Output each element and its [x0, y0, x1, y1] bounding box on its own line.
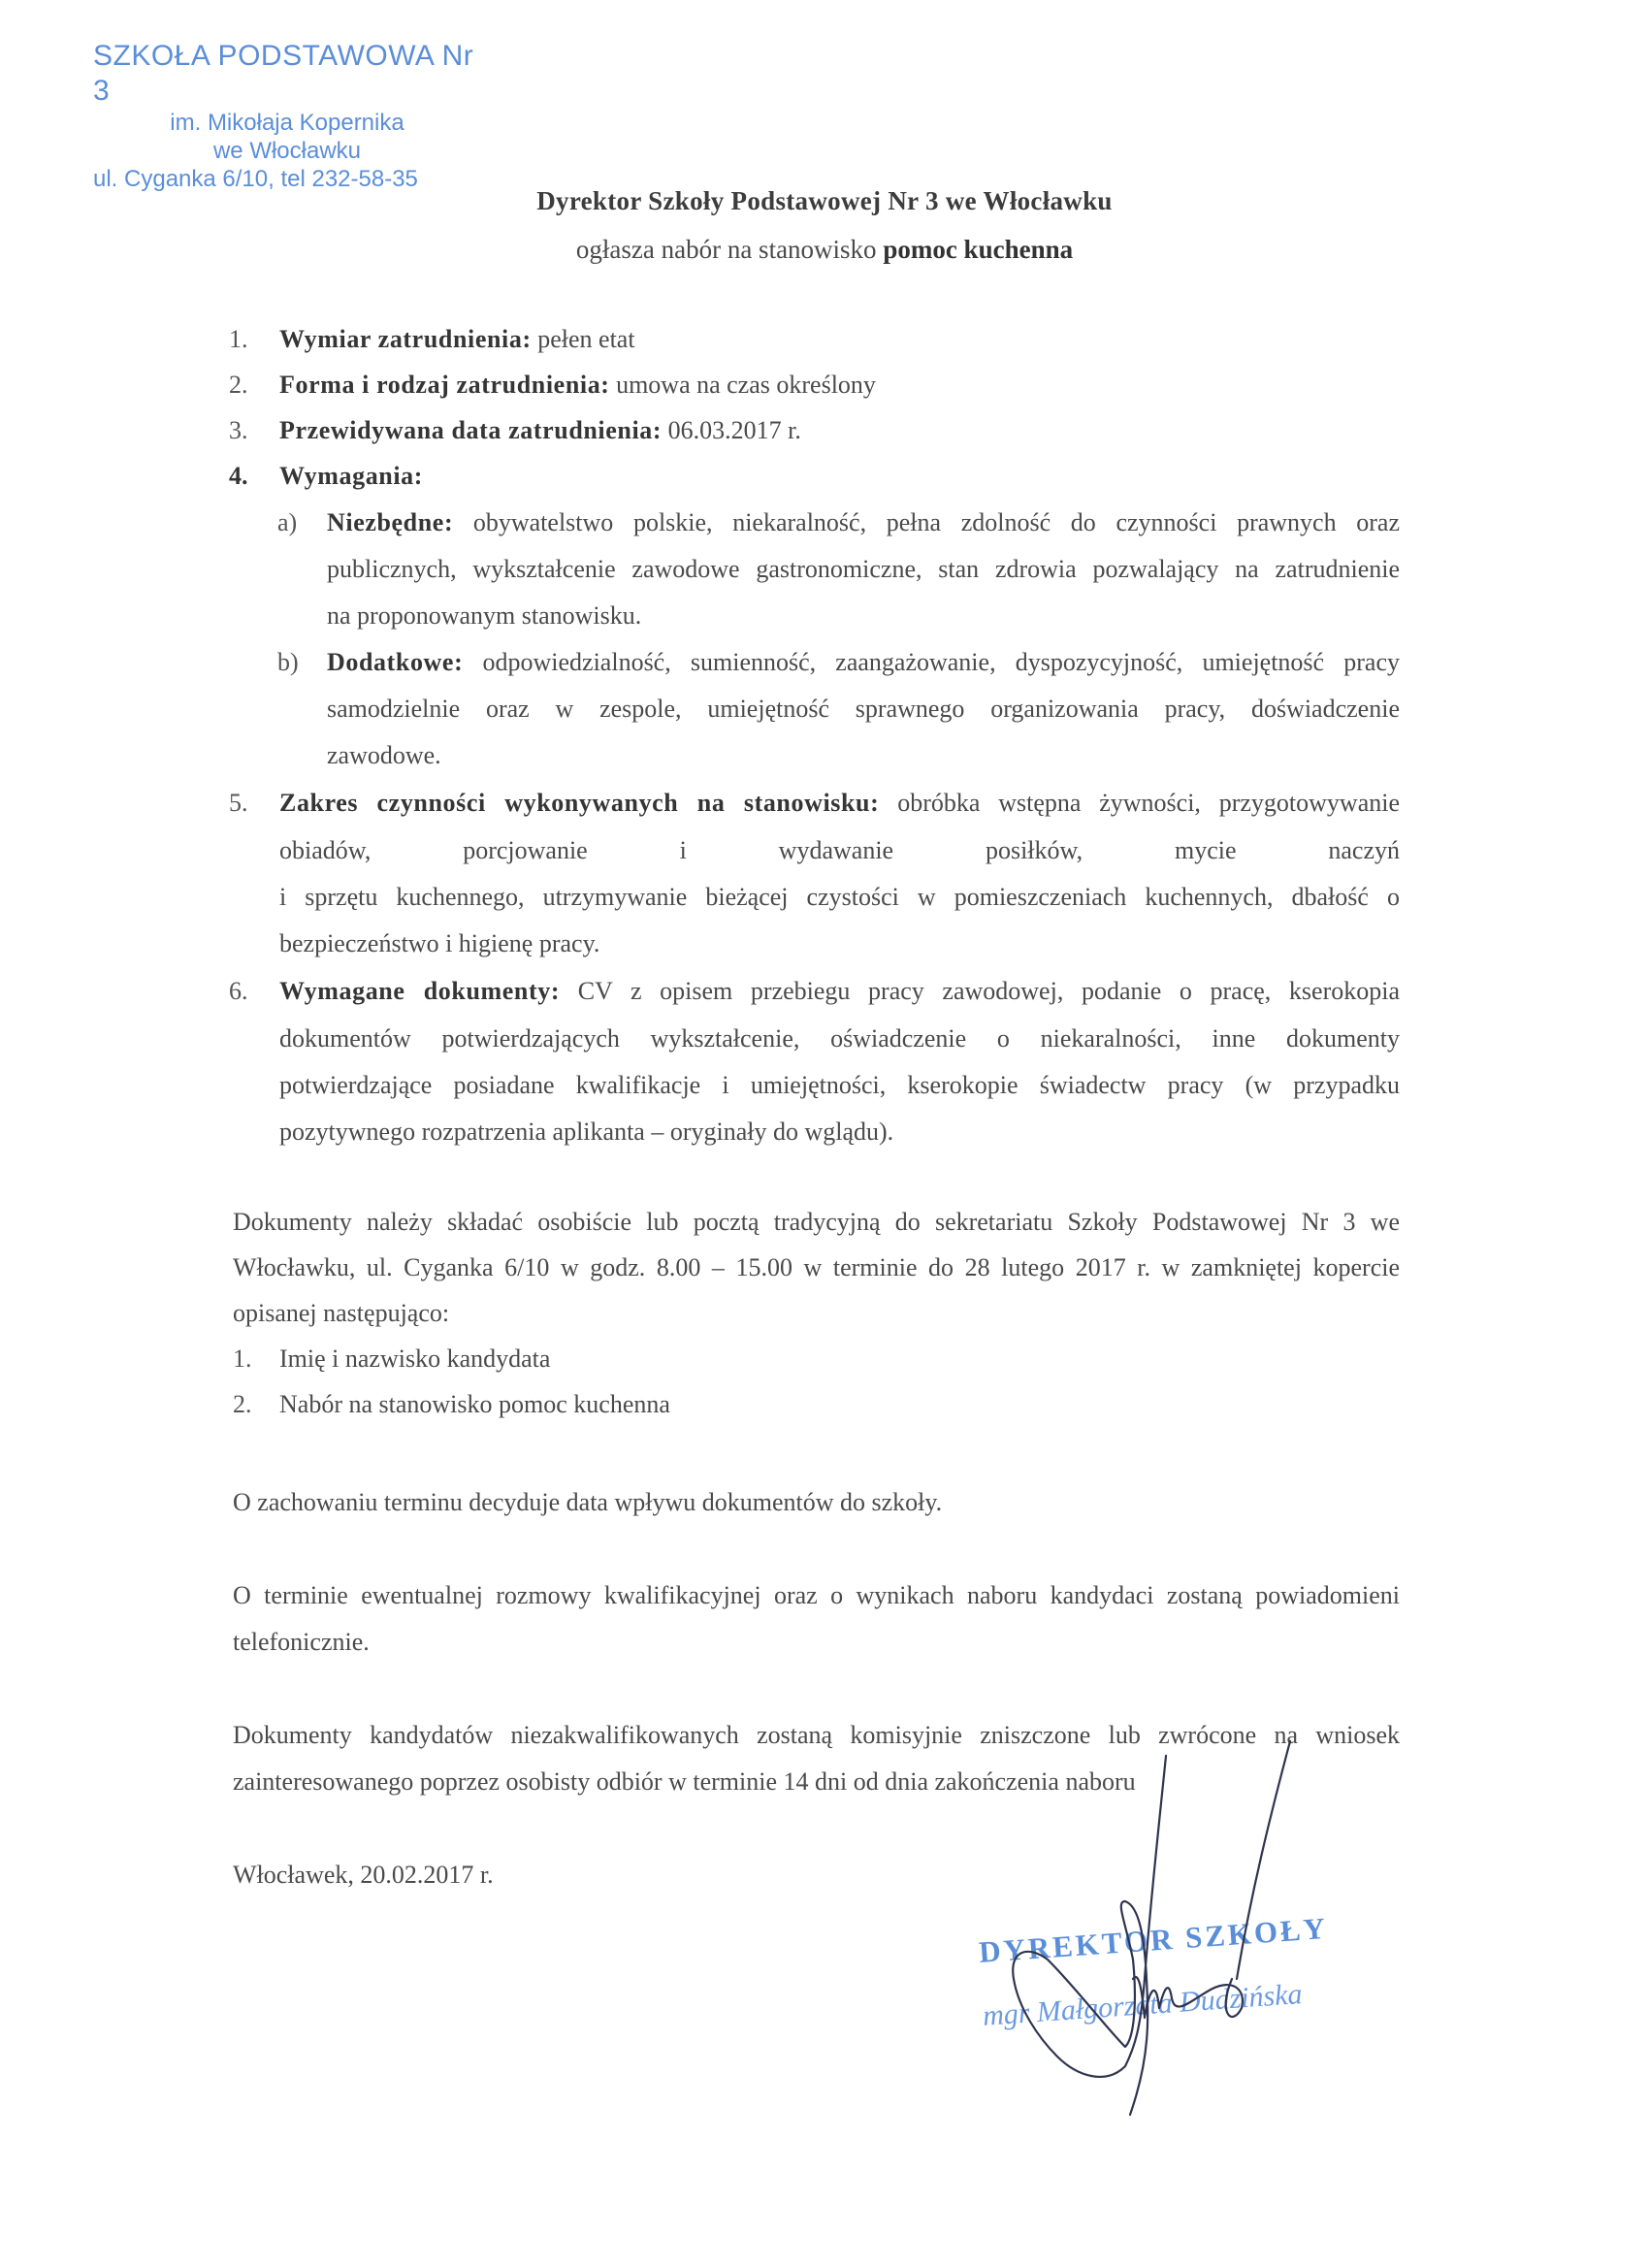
item-5-line-1	[279, 789, 1400, 818]
note-interview-line-1: O terminie ewentualnej rozmowy kwalifikacyjnej oraz o wynikach naboru kandydaci zostaną powiadomieni	[233, 1581, 1400, 1609]
item-3-label: Przewidywana data zatrudnienia:	[279, 416, 663, 444]
submission-line-3: opisanej następująco:	[233, 1299, 450, 1327]
item-5-text-1: obróbka wstępna żywności, przygotowywanie	[879, 789, 1401, 817]
item-1-number: 1.	[229, 325, 248, 353]
item-3-number: 3.	[229, 416, 248, 444]
item-2	[279, 371, 876, 400]
req-a-line-2: publicznych, wykształcenie zawodowe gastronomiczne, stan zdrowia pozwalający na zatrudnienie	[327, 555, 1400, 583]
item-6-line-1	[279, 977, 1400, 1006]
document-title: Dyrektor Szkoły Podstawowej Nr 3 we Włocławku	[536, 186, 1113, 215]
item-1-value: pełen etat	[531, 325, 635, 353]
req-a-label: Niezbędne:	[327, 508, 454, 536]
req-b-marker: b)	[277, 648, 299, 676]
envelope-item-2-number: 2.	[233, 1390, 252, 1418]
item-6-line-3: potwierdzające posiadane kwalifikacje i umiejętności, kserokopie świadectw pracy (w przypadku	[279, 1071, 1400, 1099]
req-b-line-2: samodzielnie oraz w zespole, umiejętność sprawnego organizowania pracy, doświadczenie	[327, 695, 1400, 723]
item-4-label: Wymagania:	[279, 462, 424, 490]
item-5-line-4: bezpieczeństwo i higienę pracy.	[279, 929, 600, 957]
place-date: Włocławek, 20.02.2017 r.	[233, 1861, 494, 1889]
item-6-line-2: dokumentów potwierdzających wykształcenie, oświadczenie o niekaralności, inne dokumenty	[279, 1024, 1400, 1053]
req-a-line-1	[327, 508, 1400, 537]
note-deadline: O zachowaniu terminu decyduje data wpływu dokumentów do szkoły.	[233, 1488, 943, 1516]
position-name: pomoc kuchenna	[883, 235, 1074, 264]
item-3	[279, 416, 801, 445]
req-b-label: Dodatkowe:	[327, 648, 464, 676]
item-4-number: 4.	[229, 462, 248, 490]
stamp-patron: im. Mikołaja Kopernika	[170, 110, 404, 136]
item-6-label: Wymagane dokumenty:	[279, 977, 561, 1005]
item-1	[279, 325, 635, 354]
school-header-stamp	[93, 39, 481, 194]
req-b-line-1	[327, 648, 1400, 677]
stamp-address: ul. Cyganka 6/10, tel 232-58-35	[93, 166, 418, 192]
item-2-value: umowa na czas określony	[609, 371, 876, 399]
item-5-line-2: obiadów, porcjowanie i wydawanie posiłków, mycie naczyń	[279, 836, 1400, 864]
document-subtitle	[0, 235, 1649, 265]
item-6-line-4: pozytywnego rozpatrzenia aplikanta – oryginały do wglądu).	[279, 1118, 894, 1146]
req-a-line-3: na proponowanym stanowisku.	[327, 601, 642, 630]
envelope-item-1-number: 1.	[233, 1345, 252, 1373]
item-3-value: 06.03.2017 r.	[662, 416, 801, 444]
signature-stamp-title: DYREKTOR SZKOŁY	[978, 1910, 1330, 1969]
submission-line-1: Dokumenty należy składać osobiście lub pocztą tradycyjną do sekretariatu Szkoły Podstawowej Nr 3 we	[233, 1208, 1400, 1236]
stamp-city: we Włocławku	[212, 138, 362, 164]
item-4	[279, 462, 423, 491]
note-documents-line-2: zainteresowanego poprzez osobisty odbiór w terminie 14 dni od dnia zakończenia naboru	[233, 1767, 1136, 1796]
envelope-item-2: Nabór na stanowisko pomoc kuchenna	[279, 1390, 670, 1418]
note-documents-line-1: Dokumenty kandydatów niezakwalifikowanych zostaną komisyjnie zniszczone lub zwrócone na wniosek	[233, 1721, 1400, 1749]
req-b-line-3: zawodowe.	[327, 741, 441, 769]
note-interview-line-2: telefonicznie.	[233, 1628, 370, 1656]
item-1-label: Wymiar zatrudnienia:	[279, 325, 532, 353]
submission-line-2: Włocławku, ul. Cyganka 6/10 w godz. 8.00 – 15.00 w terminie do 28 lutego 2017 r. w zamkniętej kopercie	[233, 1253, 1400, 1281]
envelope-item-1: Imię i nazwisko kandydata	[279, 1345, 551, 1373]
req-a-text-1: obywatelstwo polskie, niekaralność, pełna zdolność do czynności prawnych oraz	[453, 508, 1400, 536]
req-b-text-1: odpowiedzialność, sumienność, zaangażowanie, dyspozycyjność, umiejętność pracy	[463, 648, 1400, 676]
stamp-school-name: SZKOŁA PODSTAWOWA Nr 3	[93, 40, 474, 107]
item-5-number: 5.	[229, 789, 248, 817]
signature-stamp-name: mgr Małgorzata Dudzińska	[982, 1977, 1304, 2032]
item-6-text-1: CV z opisem przebiegu pracy zawodowej, podanie o pracę, kserokopia	[560, 977, 1401, 1005]
req-a-marker: a)	[277, 508, 298, 536]
item-5-label: Zakres czynności wykonywanych na stanowisku:	[279, 789, 880, 817]
subtitle-prefix: ogłasza nabór na stanowisko	[575, 235, 884, 264]
item-6-number: 6.	[229, 977, 248, 1005]
item-2-label: Forma i rodzaj zatrudnienia:	[279, 371, 610, 399]
item-2-number: 2.	[229, 371, 248, 399]
item-5-line-3: i sprzętu kuchennego, utrzymywanie bieżącej czystości w pomieszczeniach kuchennych, dbałość o	[279, 883, 1400, 911]
